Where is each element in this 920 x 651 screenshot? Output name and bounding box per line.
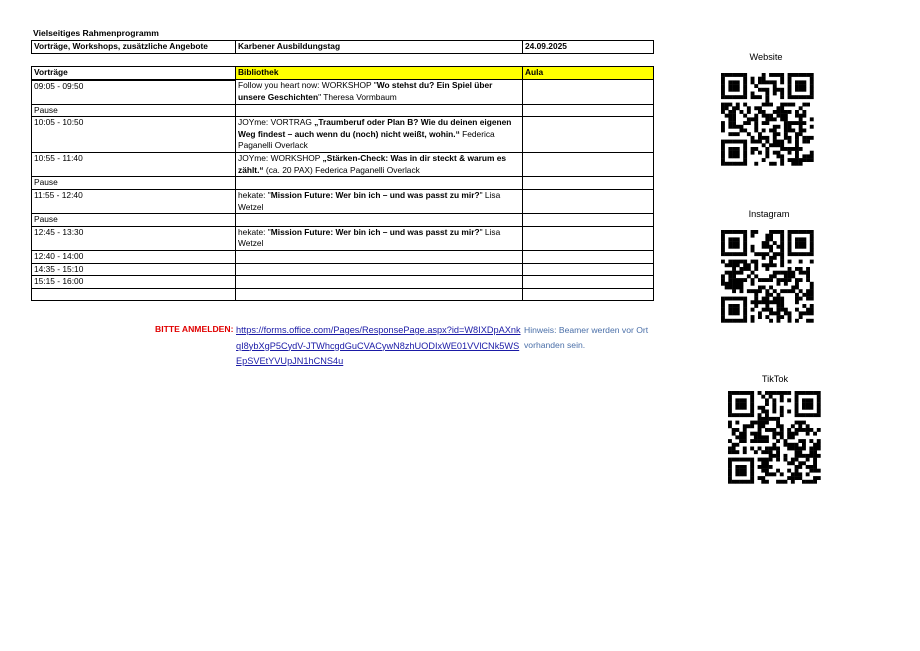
bibliothek-cell	[236, 263, 523, 276]
bibliothek-cell	[236, 276, 523, 289]
session-text-pre: Follow you heart now: WORKSHOP "	[238, 80, 377, 91]
schedule-row	[32, 214, 654, 227]
time-cell: 12:40 - 14:00	[32, 250, 236, 263]
aula-cell	[523, 117, 654, 153]
bibliothek-cell	[236, 153, 523, 177]
session-text-post: " Lisa Wetzel	[238, 189, 501, 212]
header-aula: Aula	[523, 67, 654, 80]
schedule-row	[32, 117, 654, 153]
qr-code-icon[interactable]	[728, 391, 821, 484]
bibliothek-cell	[236, 226, 523, 250]
session-text-post: " Theresa Vormbaum	[318, 91, 397, 102]
time-cell: Pause	[32, 177, 236, 190]
time-cell: 14:35 - 15:10	[32, 263, 236, 276]
aula-cell	[523, 276, 654, 289]
schedule-row	[32, 104, 654, 117]
session-text-bold: Mission Future: Wer bin ich – und was passt zu mir?	[270, 189, 480, 200]
session-text-post: Federica Paganelli Overlack	[238, 128, 495, 151]
schedule-row	[32, 153, 654, 177]
aula-cell	[523, 104, 654, 117]
bibliothek-cell	[236, 117, 523, 153]
time-cell: Pause	[32, 214, 236, 227]
program-cell: Vorträge, Workshops, zusätzliche Angebote	[32, 41, 236, 54]
aula-cell	[523, 153, 654, 177]
registration-link[interactable]: https://forms.office.com/Pages/ResponsePage.aspx?id=W8IXDpAXnkqI8ybXgP5CydV-JTWhcgdGuCVACywN8zhUODIxWE01VVlCNk5WSEpSVEtYVUpJN1hCNS4u	[236, 325, 521, 367]
aula-cell	[523, 226, 654, 250]
time-cell	[32, 288, 236, 300]
schedule-row	[32, 80, 654, 105]
time-cell: 09:05 - 09:50	[32, 80, 236, 105]
schedule-row	[32, 276, 654, 289]
session-text-post: " Lisa Wetzel	[238, 226, 501, 249]
time-cell: 15:15 - 16:00	[32, 276, 236, 289]
qr-code-icon[interactable]	[721, 230, 814, 323]
bibliothek-cell	[236, 288, 523, 300]
registration-label: BITTE ANMELDEN:	[155, 324, 234, 334]
session-text-bold: Mission Future: Wer bin ich – und was passt zu mir?	[270, 226, 480, 237]
time-cell: 10:55 - 11:40	[32, 153, 236, 177]
aula-cell	[523, 80, 654, 105]
schedule-row	[32, 177, 654, 190]
session-text-pre: JOYme: VORTRAG	[238, 117, 315, 128]
date-cell: 24.09.2025	[523, 41, 654, 54]
schedule-row	[32, 250, 654, 263]
event-cell: Karbener Ausbildungstag	[236, 41, 523, 54]
bibliothek-cell	[236, 177, 523, 190]
time-cell: 11:55 - 12:40	[32, 189, 236, 213]
time-cell: 10:05 - 10:50	[32, 117, 236, 153]
qr-label-instagram: Instagram	[748, 209, 790, 219]
bibliothek-cell	[236, 250, 523, 263]
bibliothek-cell	[236, 104, 523, 117]
session-text-pre: JOYme: WORKSHOP	[238, 153, 323, 164]
schedule-table	[31, 66, 654, 301]
header-vortraege: Vorträge	[32, 67, 236, 80]
time-cell: 12:45 - 13:30	[32, 226, 236, 250]
schedule-header-row	[32, 67, 654, 80]
qr-code-icon[interactable]	[721, 73, 814, 166]
session-text-bold: „Stärken-Check: Was in dir steckt & warum es zählt.“	[238, 153, 507, 175]
aula-cell	[523, 250, 654, 263]
qr-label-website: Website	[749, 52, 783, 62]
session-text-bold: „Traumberuf oder Plan B? Wie du deinen eigenen Weg findest – auch wenn du (noch) nicht weißt, wohin.“	[238, 117, 512, 139]
schedule-row	[32, 288, 654, 300]
aula-cell	[523, 189, 654, 213]
session-text-pre: hekate: "	[238, 226, 271, 237]
schedule-row	[32, 263, 654, 276]
qr-label-tiktok: TikTok	[761, 374, 789, 384]
schedule-row	[32, 226, 654, 250]
session-text-post: (ca. 20 PAX) Federica Paganelli Overlack	[263, 164, 420, 175]
info-table	[31, 40, 654, 54]
schedule-row	[32, 189, 654, 213]
aula-cell	[523, 177, 654, 190]
info-row	[32, 41, 654, 54]
aula-cell	[523, 263, 654, 276]
hint-text: Hinweis: Beamer werden vor Ort vorhanden sein.	[524, 325, 649, 350]
header-bibliothek: Bibliothek	[236, 67, 523, 80]
time-cell: Pause	[32, 104, 236, 117]
bibliothek-cell	[236, 80, 523, 105]
aula-cell	[523, 288, 654, 300]
bibliothek-cell	[236, 189, 523, 213]
session-text-bold: Wo stehst du? Ein Spiel über unsere Geschichten	[238, 80, 493, 102]
bibliothek-cell	[236, 214, 523, 227]
session-text-pre: hekate: "	[238, 189, 271, 200]
aula-cell	[523, 214, 654, 227]
page-title: Vielseitiges Rahmenprogramm	[33, 28, 159, 38]
